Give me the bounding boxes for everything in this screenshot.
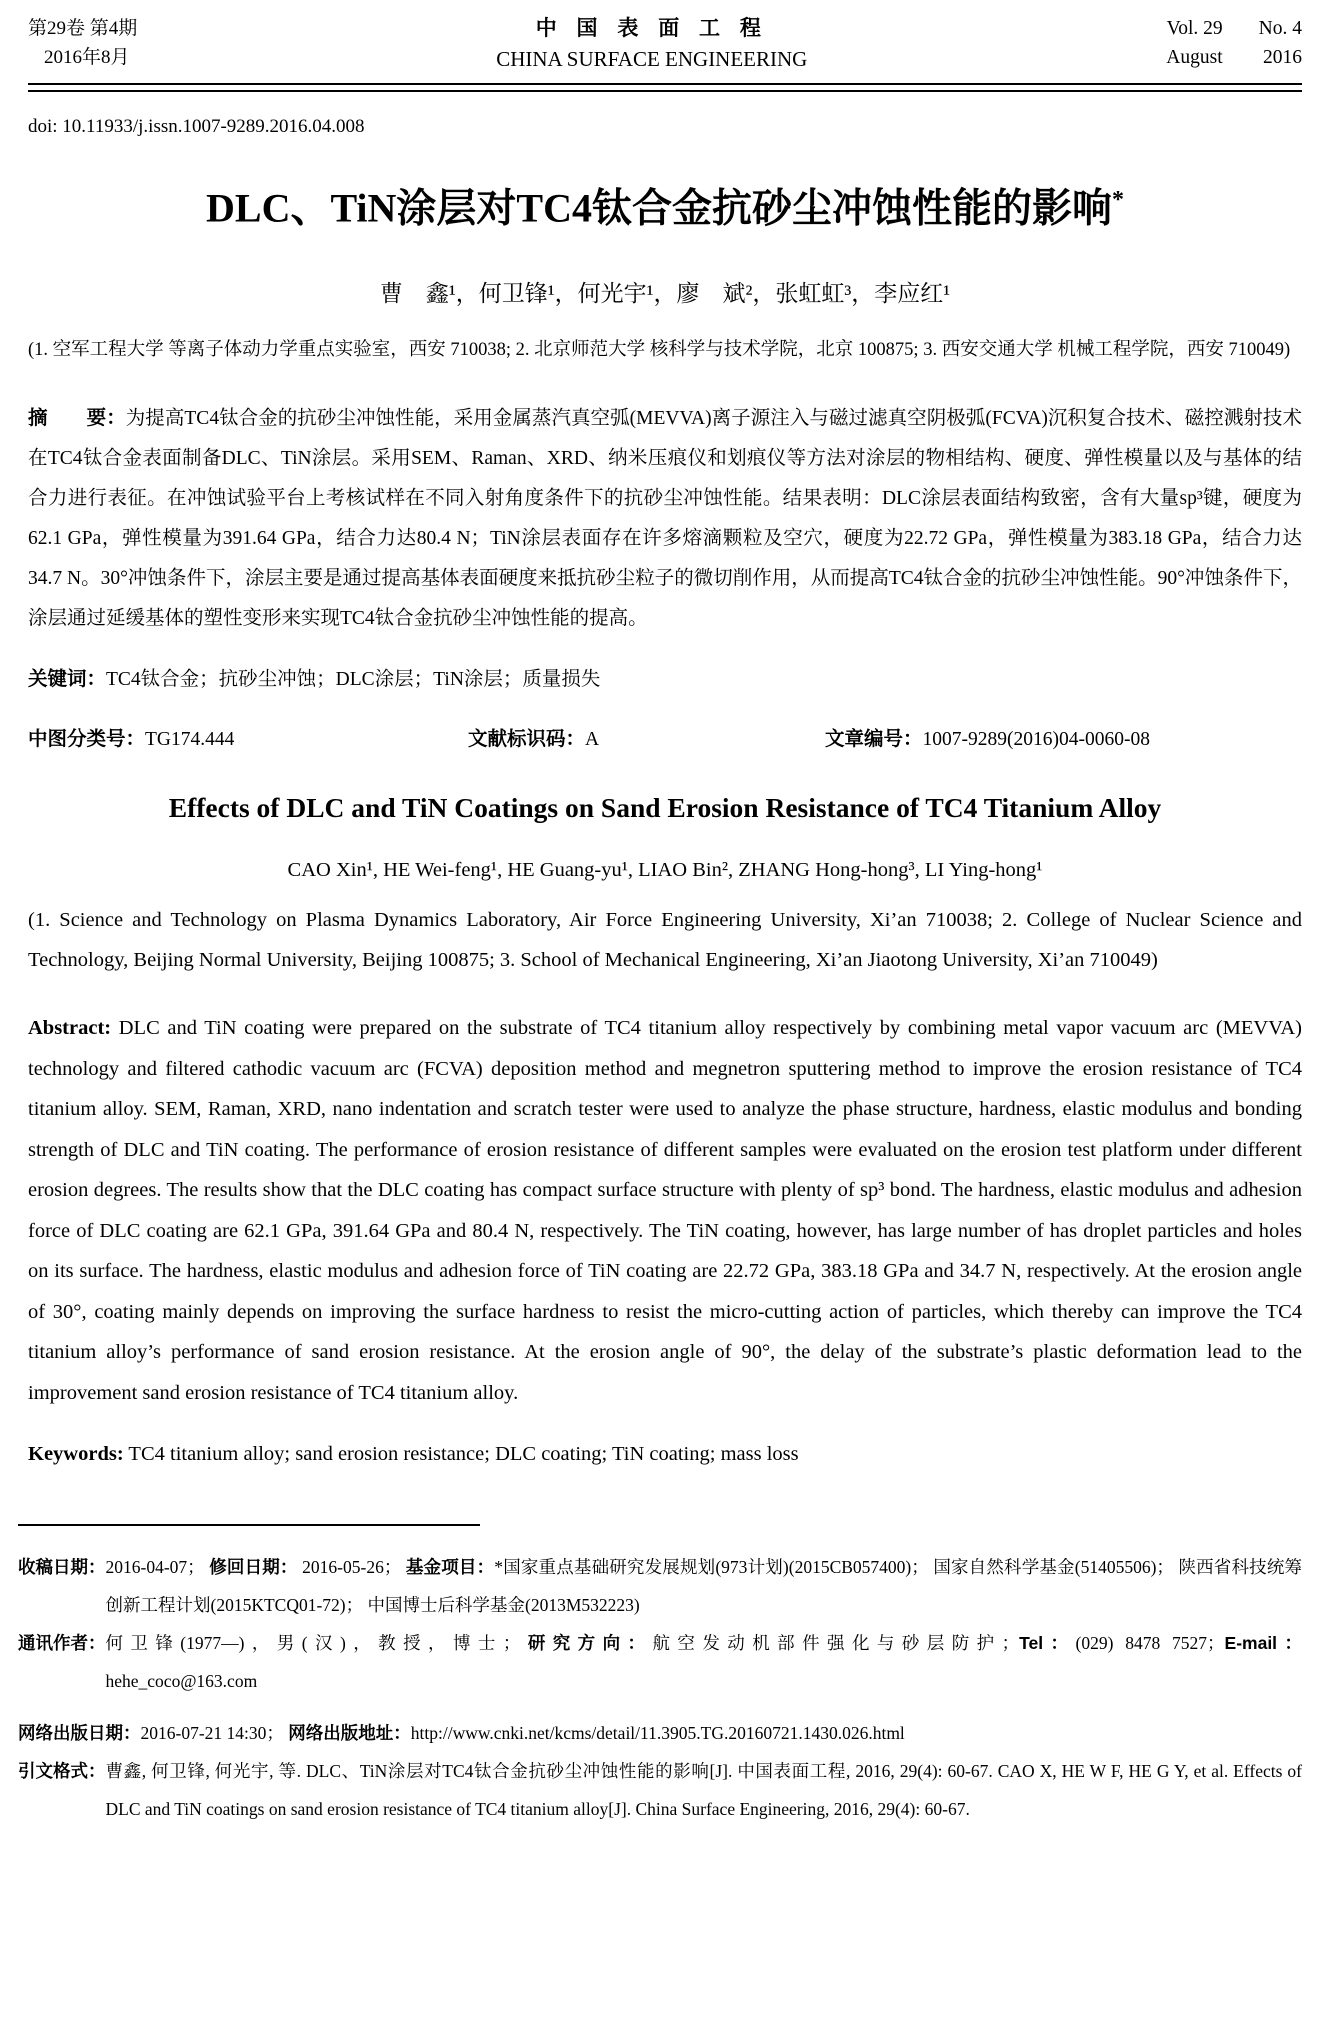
title-footnote-marker: * (1111, 187, 1124, 213)
document-code-value: A (585, 729, 600, 751)
abstract-zh-label: 摘 要： (28, 407, 126, 430)
revised-date-label: 修回日期： (209, 1556, 298, 1577)
citation-format-label: 引文格式： (18, 1760, 106, 1781)
corresponding-author-label: 通讯作者： (18, 1632, 106, 1653)
document-code (468, 719, 825, 760)
affiliation-en: (1. Science and Technology on Plasma Dynamics Laboratory, Air Force Engineering University, Xi’an 710038; 2. College of Nuclear Science and Technology, Beijing Normal University, Beijing 100875; 3. School of Mechanical Engineering, Xi’an Jiaotong University, Xi’an 710049) (28, 909, 1302, 972)
month-en: August (1166, 47, 1223, 68)
footnote-online-publication (18, 1714, 1302, 1752)
research-field-value: 航空发动机部件强化与砂层防护； (652, 1632, 1020, 1653)
authors-zh: 曹 鑫¹，何卫锋¹，何光宇¹，廖 斌²，张虹虹³，李应红¹ (379, 281, 951, 307)
keywords-en (28, 1434, 1302, 1474)
clc-value: TG174.444 (145, 729, 235, 751)
keywords-en-text: TC4 titanium alloy; sand erosion resistance; DLC coating; TiN coating; mass loss (128, 1442, 799, 1465)
received-date-value: 2016-04-07； (105, 1556, 210, 1577)
footnote-received-funding (18, 1548, 1302, 1624)
online-url-value: http://www.cnki.net/kcms/detail/11.3905.TG.20160721.1430.026.html (410, 1722, 905, 1743)
journal-name-en: CHINA SURFACE ENGINEERING (496, 47, 808, 71)
volume-issue-zh: 第29卷 第4期 (28, 18, 138, 39)
abstract-en (28, 1008, 1302, 1413)
footnote-divider (18, 1524, 480, 1526)
no-en: No. 4 (1258, 18, 1302, 39)
year-en: 2016 (1262, 47, 1302, 68)
citation-format-content: 曹鑫, 何卫锋, 何光宇, 等. DLC、TiN涂层对TC4钛合金抗砂尘冲蚀性能的影响[J]. 中国表面工程, 2016, 29(4): 60-67. CAO X, HE W F, HE G Y, et al. Effects of DLC and TiN coatings on sand erosion resistance of TC4 titanium alloy[J]. China Surface Engineering, 2016, 29(4): 60-67. (105, 1760, 1302, 1819)
masthead-journal-name (496, 14, 807, 74)
keywords-zh-text: TC4钛合金；抗砂尘冲蚀；DLC涂层；TiN涂层；质量损失 (106, 668, 601, 690)
research-field-label: 研究方向： (520, 1632, 653, 1653)
online-url-label: 网络出版地址： (288, 1722, 411, 1743)
abstract-en-label: Abstract: (28, 1017, 112, 1040)
abstract-en-text: DLC and TiN coating were prepared on the substrate of TC4 titanium alloy respectively by combining metal vapor vacuum arc (MEVVA) technology and filtered cathodic vacuum arc (FCVA) deposition method and megnetron sputtering method to improve the erosion resistance of TC4 titanium alloy. SEM, Raman, XRD, nano indentation and scratch tester were used to analyze the phase structure, hardness, elastic modulus and bonding strength of DLC and TiN coating. The performance of erosion resistance of different samples were evaluated on the erosion test platform under different erosion degrees. The results show that the DLC coating has compact surface structure with plenty of sp³ bond. The hardness, elastic modulus and adhesion force of DLC coating are 62.1 GPa, 391.64 GPa and 80.4 N, respectively. The TiN coating, however, has large number of has droplet particles and holes on its surface. The hardness, elastic modulus and adhesion force of TiN coating are 22.72 GPa, 383.18 GPa and 34.7 N, respectively. At the erosion angle of 30°, coating mainly depends on improving the surface hardness to resist the micro-cutting action of particles, which thereby can improve the TC4 titanium alloy’s performance of sand erosion resistance. At the erosion angle of 90°, the delay of the substrate’s plastic deformation lead to the improvement sand erosion resistance of TC4 titanium alloy. (28, 1017, 1302, 1404)
keywords-zh-label: 关键词： (28, 667, 107, 690)
page-title-zh (28, 172, 1302, 236)
masthead-volume-issue-en (1166, 14, 1302, 72)
corresponding-author-content (106, 1624, 1303, 1700)
masthead-divider (28, 83, 1302, 92)
email-label: E-mail： (1224, 1632, 1302, 1653)
tel-label: Tel： (1019, 1632, 1076, 1653)
document-code-label: 文献标识码： (468, 728, 586, 751)
received-funding-content (106, 1548, 1303, 1624)
email-value: hehe_coco@163.com (105, 1670, 258, 1691)
keywords-en-label: Keywords: (28, 1442, 124, 1465)
title-zh-text: DLC、TiN涂层对TC4钛合金抗砂尘冲蚀性能的影响 (206, 185, 1112, 231)
journal-masthead (28, 14, 1302, 74)
date-zh: 2016年8月 (44, 47, 130, 68)
keywords-zh (28, 659, 1302, 700)
doi-line: doi: 10.11933/j.issn.1007-9289.2016.04.008 (28, 116, 365, 137)
article-id (825, 719, 1150, 760)
abstract-en-spacer (111, 1017, 119, 1039)
footnotes (18, 1548, 1302, 1828)
abstract-zh-text: 为提高TC4钛合金的抗砂尘冲蚀性能，采用金属蒸汽真空弧(MEVVA)离子源注入与磁过滤真空阴极弧(FCVA)沉积复合技术、磁控溅射技术在TC4钛合金表面制备DLC、TiN涂层。采用SEM、Raman、XRD、纳米压痕仪和划痕仪等方法对涂层的物相结构、硬度、弹性模量以及与基体的结合力进行表征。在冲蚀试验平台上考核试样在不同入射角度条件下的抗砂尘冲蚀性能。结果表明：DLC涂层表面结构致密，含有大量sp³键，硬度为62.1 GPa，弹性模量为391.64 GPa，结合力达80.4 N；TiN涂层表面存在许多熔滴颗粒及空穴，硬度为22.72 GPa，弹性模量为383.18 GPa，结合力达34.7 N。30°冲蚀条件下，涂层主要是通过提高基体表面硬度来抵抗砂尘粒子的微切削作用，从而提高TC4钛合金的抗砂尘冲蚀性能。90°冲蚀条件下，涂层通过延缓基体的塑性变形来实现TC4钛合金抗砂尘冲蚀性能的提高。 (28, 408, 1302, 630)
journal-name-zh: 中 国 表 面 工 程 (535, 17, 768, 40)
revised-date-value: 2016-05-26； (297, 1556, 406, 1577)
abstract-zh (28, 398, 1302, 639)
footnote-corresponding-author (18, 1624, 1302, 1700)
received-date-label: 收稿日期： (18, 1556, 106, 1577)
article-id-label: 文章编号： (825, 728, 923, 751)
online-publication-content (141, 1714, 1303, 1752)
authors-en: CAO Xin¹, HE Wei-feng¹, HE Guang-yu¹, LIAO Bin², ZHANG Hong-hong³, LI Ying-hong¹ (287, 859, 1043, 882)
classification-row (28, 719, 1302, 760)
affiliation-zh: (1. 空军工程大学 等离子体动力学重点实验室，西安 710038; 2. 北京师范大学 核科学与技术学院，北京 100875; 3. 西安交通大学 机械工程学院，西安 710049) (28, 340, 1291, 361)
page-title-en: Effects of DLC and TiN Coatings on Sand Erosion Resistance of TC4 Titanium Alloy (168, 792, 1162, 824)
masthead-volume-issue-zh (28, 14, 137, 72)
corresponding-author-bio: 何卫锋(1977—)，男(汉)，教授，博士； (105, 1632, 521, 1653)
funding-value: *国家重点基础研究发展规划(973计划)(2015CB057400)； 国家自然科学基金(51405506)； 陕西省科技统筹创新工程计划(2015KTCQ01-72)； 中国博士后科学基金(2013M532223) (105, 1556, 1303, 1615)
article-id-value: 1007-9289(2016)04-0060-08 (922, 729, 1150, 751)
clc-number (28, 719, 468, 760)
tel-value: (029) 8478 7527； (1075, 1632, 1225, 1653)
footnote-citation-format (18, 1752, 1302, 1828)
online-date-label: 网络出版日期： (18, 1722, 141, 1743)
clc-label: 中图分类号： (28, 728, 146, 751)
funding-label: 基金项目： (405, 1556, 495, 1577)
vol-en: Vol. 29 (1166, 18, 1223, 39)
online-date-value: 2016-07-21 14:30； (140, 1722, 289, 1743)
